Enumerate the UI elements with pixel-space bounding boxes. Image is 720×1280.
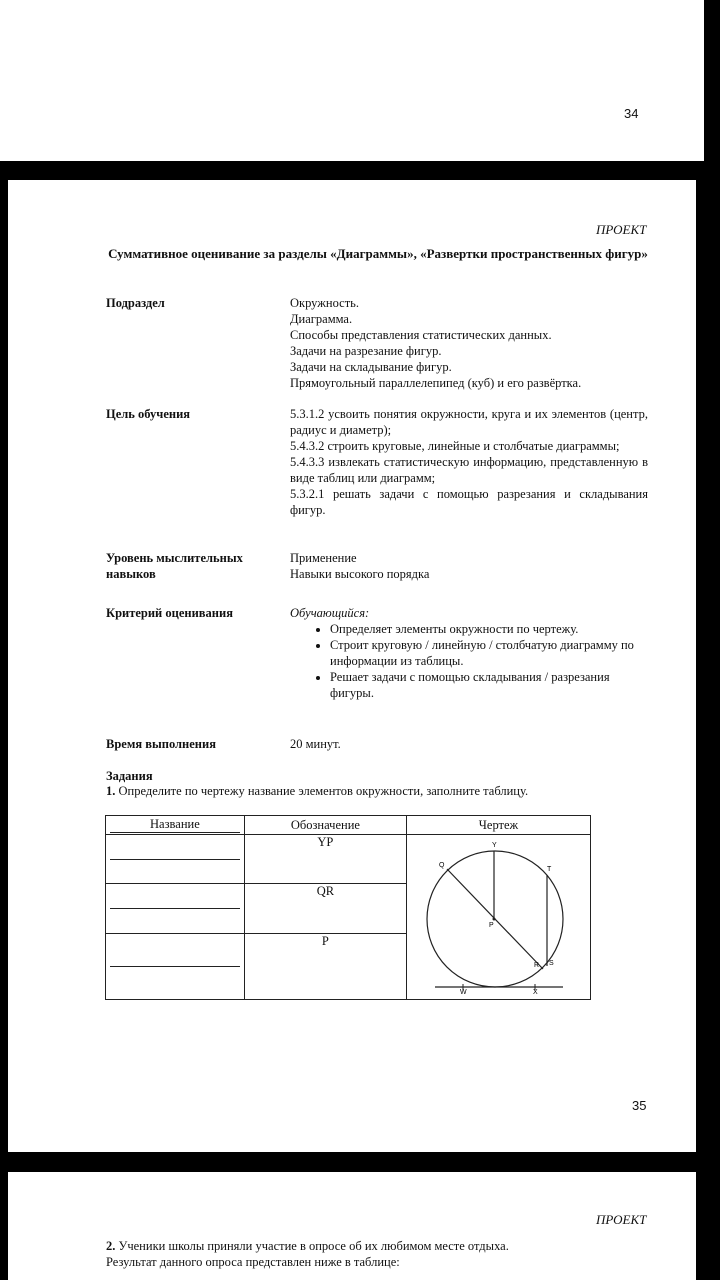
- project-label-bottom: ПРОЕКТ: [596, 1212, 647, 1227]
- task2-number: 2.: [106, 1239, 116, 1253]
- criteria-intro: Обучающийся:: [290, 606, 370, 620]
- task1-number: 1.: [106, 784, 116, 798]
- bottom-page: [8, 1172, 696, 1280]
- answer-cell[interactable]: [106, 884, 245, 933]
- label-w: W: [459, 989, 467, 995]
- elements-table: [105, 815, 591, 1000]
- circle-drawing: [407, 835, 590, 995]
- subsection-line: Способы представления статистических данных.: [290, 328, 552, 342]
- task1-text: [106, 783, 528, 799]
- main-page: [8, 180, 696, 1152]
- task2-text: [106, 1238, 666, 1270]
- label-t: T: [546, 866, 552, 873]
- header-name: Название: [106, 816, 245, 835]
- task2-line: 2. Ученики школы приняли участие в опросе об их любимом месте отдыха.: [106, 1239, 509, 1253]
- page-number-main: 35: [632, 1098, 647, 1113]
- criteria-item: • Решает задачи с помощью складывания / разрезания фигуры.: [330, 669, 648, 701]
- subsection-line: Диаграмма.: [290, 312, 353, 326]
- label-p: P: [488, 922, 494, 929]
- tasks-heading: Задания: [106, 769, 153, 783]
- subsection-line: Задачи на разрезание фигур.: [290, 344, 442, 358]
- label-s: S: [548, 960, 554, 967]
- code-cell: YP: [244, 835, 406, 884]
- code-cell: P: [244, 933, 406, 999]
- criteria-value: [290, 605, 648, 701]
- criteria-item: • Определяет элементы окружности по чертежу.: [330, 621, 648, 637]
- task1-body: Определите по чертежу название элементов окружности, заполните таблицу.: [118, 784, 529, 798]
- criteria-list: [290, 621, 648, 701]
- subsection-line: Окружность.: [290, 296, 359, 310]
- thinking-level-label: Уровень мыслительных навыков: [106, 551, 243, 581]
- task2-line: Результат данного опроса представлен ниже в таблице:: [106, 1255, 400, 1269]
- label-x: X: [532, 989, 538, 995]
- subsection-value: [290, 295, 648, 391]
- goal-line: 5.4.3.2 строить круговые, линейные и столбчатые диаграммы;: [290, 439, 620, 453]
- page-title: Суммативное оценивание за разделы «Диаграммы», «Развертки пространственных фигур»: [108, 246, 648, 261]
- thinking-level-line: Применение: [290, 551, 357, 565]
- subsection-line: Задачи на складывание фигур.: [290, 360, 452, 374]
- header-code: Обозначение: [244, 816, 406, 835]
- label-y: Y: [491, 842, 497, 849]
- goal-line: 5.3.2.1 решать задачи с помощью разрезания и складывания фигур.: [290, 487, 648, 517]
- answer-blank[interactable]: [110, 908, 240, 909]
- time-label: Время выполнения: [106, 737, 216, 751]
- center-point: [492, 918, 495, 921]
- criteria-item: • Строит круговую / линейную / столбчатую диаграмму по информации из таблицы.: [330, 637, 648, 669]
- time-value: 20 минут.: [290, 737, 341, 751]
- answer-cell[interactable]: [106, 933, 245, 999]
- thinking-level-value: [290, 550, 648, 582]
- code-cell: QR: [244, 884, 406, 933]
- drawing-cell: [406, 835, 590, 1000]
- goal-value: [290, 406, 648, 518]
- goal-line: 5.3.1.2 усвоить понятия окружности, круга и их элементов (центр, радиус и диаметр);: [290, 407, 648, 437]
- answer-blank[interactable]: [110, 966, 240, 967]
- page-number-top: 34: [624, 106, 639, 121]
- goal-label: Цель обучения: [106, 407, 191, 421]
- thinking-level-line: Навыки высокого порядка: [290, 567, 430, 581]
- criteria-label: Критерий оценивания: [106, 606, 233, 620]
- answer-blank[interactable]: [110, 859, 240, 860]
- goal-line: 5.4.3.3 извлекать статистическую информацию, представленную в виде таблиц или диаграмм;: [290, 455, 648, 485]
- table-row: [106, 835, 591, 884]
- answer-cell[interactable]: [106, 835, 245, 884]
- subsection-label: Подраздел: [106, 296, 165, 310]
- header-drawing: Чертеж: [406, 816, 590, 835]
- subsection-line: Прямоугольный параллелепипед (куб) и его развёртка.: [290, 376, 582, 390]
- label-q: Q: [438, 862, 445, 869]
- project-label: ПРОЕКТ: [596, 222, 647, 237]
- table-header-row: [106, 816, 591, 835]
- label-r: R: [533, 962, 540, 969]
- top-page: [0, 0, 704, 161]
